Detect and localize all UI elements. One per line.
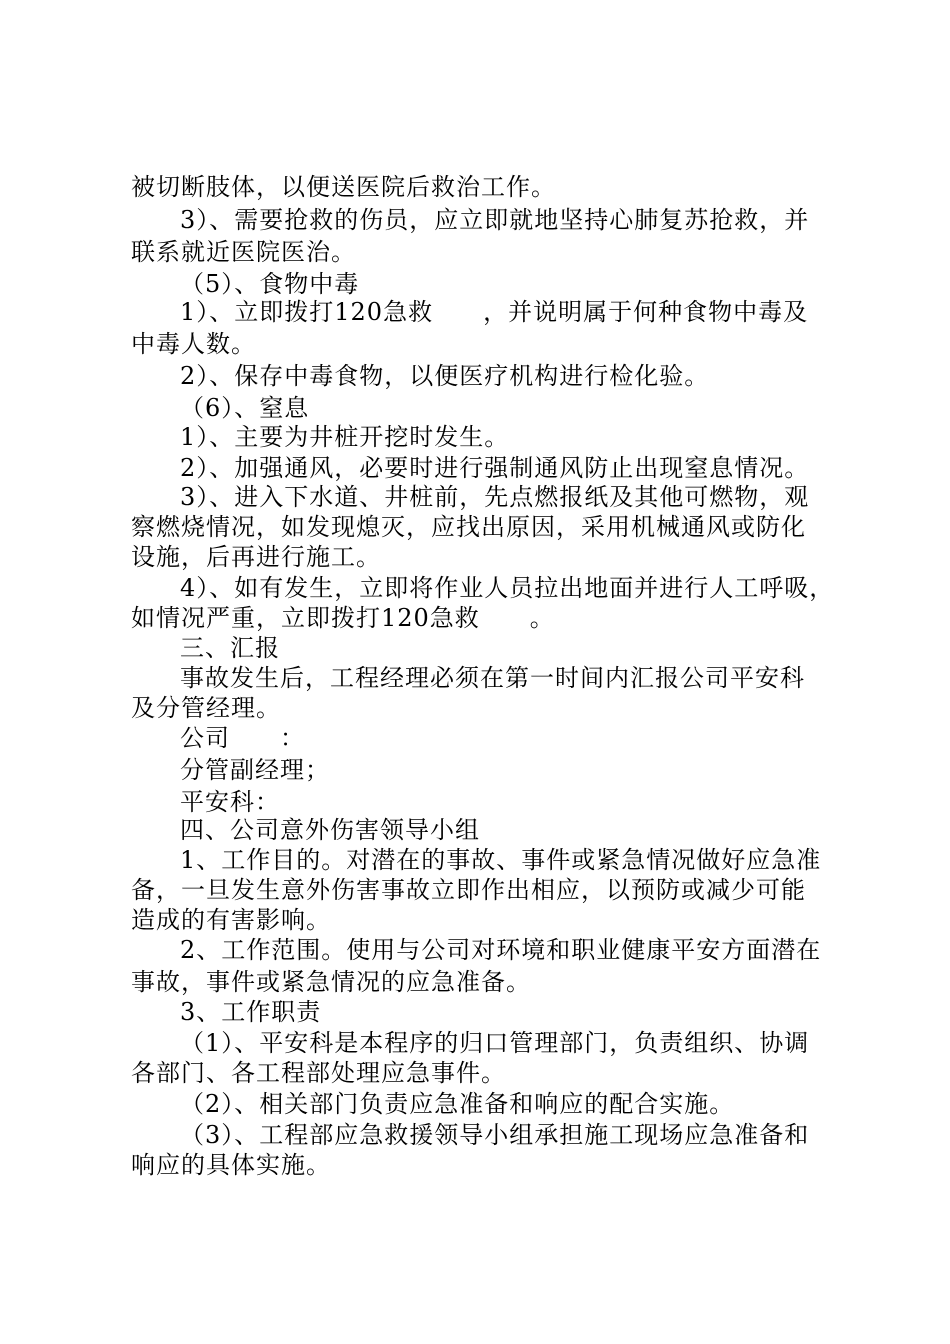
text-line: 察燃烧情况，如发现熄灭，应找出原因，采用机械通风或防化: [131, 513, 806, 541]
text-line: 公司 ：: [180, 724, 305, 752]
text-line: 中毒人数。: [131, 330, 256, 358]
text-line: 2、工作范围。使用与公司对环境和职业健康平安方面潜在: [180, 936, 822, 964]
text-line: （3）、工程部应急救援领导小组承担施工现场应急准备和: [180, 1121, 810, 1149]
text-line: 2）、保存中毒食物，以便医疗机构进行检化验。: [180, 362, 710, 390]
text-line: 备，一旦发生意外伤害事故立即作出相应，以预防或减少可能: [131, 876, 806, 904]
text-line: （2）、相关部门负责应急准备和响应的配合实施。: [180, 1090, 735, 1118]
text-line: 3）、进入下水道、井桩前，先点燃报纸及其他可燃物，观: [180, 483, 810, 511]
text-line: 事故发生后，工程经理必须在第一时间内汇报公司平安科: [180, 664, 805, 692]
text-line: 响应的具体实施。: [131, 1151, 331, 1179]
text-line: 2）、加强通风，必要时进行强制通风防止出现窒息情况。: [180, 454, 810, 482]
text-line: 及分管经理。: [131, 694, 281, 722]
text-line: 分管副经理；: [180, 756, 330, 784]
text-line: （1）、平安科是本程序的归口管理部门，负责组织、协调: [180, 1029, 810, 1057]
text-line: 1、工作目的。对潜在的事故、事件或紧急情况做好应急准: [180, 846, 822, 874]
text-line: 平安科：: [180, 788, 280, 816]
text-line: 1）、主要为井桩开挖时发生。: [180, 423, 510, 451]
text-line: 3）、需要抢救的伤员，应立即就地坚持心肺复苏抢救，并: [180, 206, 810, 234]
text-line: 被切断肢体，以便送医院后救治工作。: [131, 173, 556, 201]
text-line: 三、汇报: [180, 634, 280, 662]
text-line: （5）、食物中毒: [180, 270, 360, 298]
text-line: 造成的有害影响。: [131, 906, 331, 934]
text-line: 各部门、各工程部处理应急事件。: [131, 1059, 506, 1087]
text-line: 设施，后再进行施工。: [131, 543, 381, 571]
text-line: 四、公司意外伤害领导小组: [180, 816, 480, 844]
text-line: 4）、如有发生，立即将作业人员拉出地面并进行人工呼吸，: [180, 574, 835, 602]
text-line: （6）、窒息: [180, 394, 310, 422]
text-line: 如情况严重，立即拨打120急救 。: [131, 604, 555, 632]
text-line: 1）、立即拨打120急救 ，并说明属于何种食物中毒及: [180, 298, 809, 326]
text-line: 3、工作职责: [180, 998, 322, 1026]
text-line: 联系就近医院医治。: [131, 238, 356, 266]
text-line: 事故，事件或紧急情况的应急准备。: [131, 968, 531, 996]
